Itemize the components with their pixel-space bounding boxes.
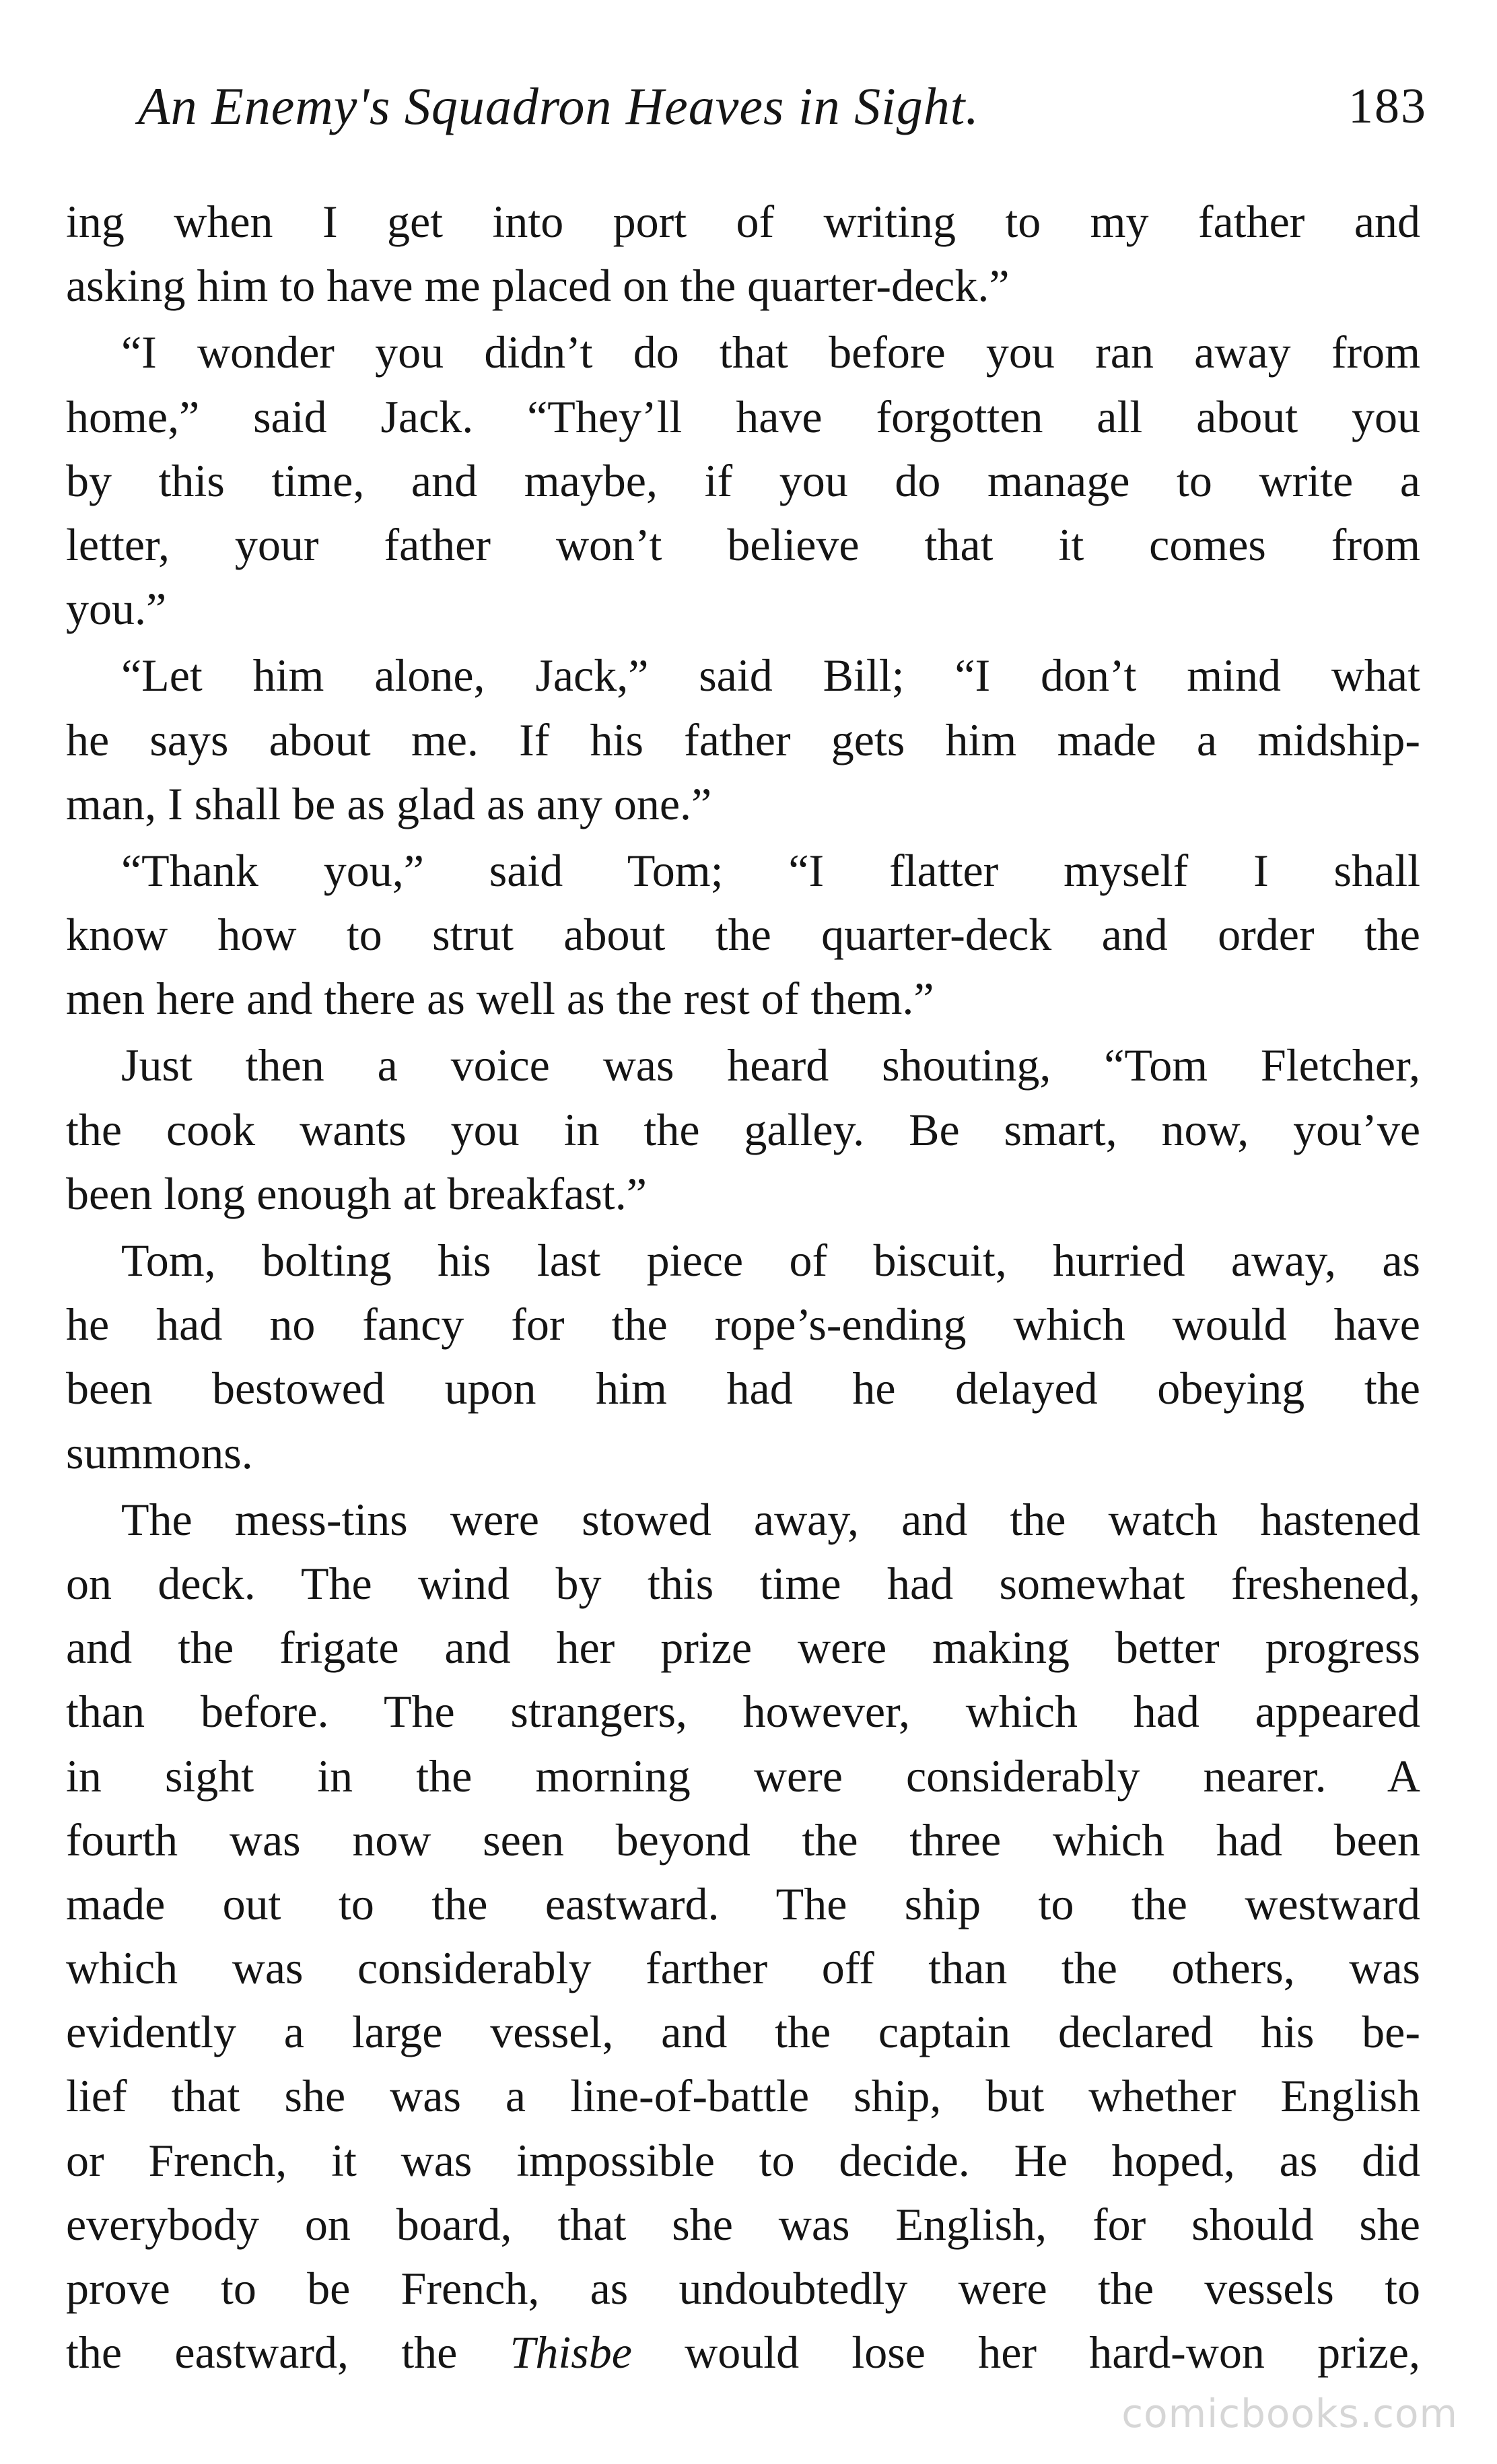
text-line: ing when I get into port of writing to my father and — [66, 196, 1420, 247]
running-title: An Enemy's Squadron Heaves in Sight. — [138, 77, 979, 135]
text-line: letter, your father won’t believe that it comes from — [66, 518, 1420, 570]
page-body — [66, 190, 1420, 2385]
text-line: been bestowed upon him had he delayed obeying the — [66, 1363, 1420, 1414]
watermark: comicbooks.com — [1121, 2391, 1458, 2436]
text-line: lief that she was a line-of-battle ship, but whether English — [66, 2070, 1420, 2122]
text-line: been long enough at breakfast.” — [66, 1167, 647, 1219]
text-line: “Let him alone, Jack,” said Bill; “I don’t mind what — [121, 650, 1420, 701]
text-line: and the frigate and her prize were making better progress — [66, 1622, 1420, 1674]
text-line: by this time, and maybe, if you do manage to write a — [66, 454, 1420, 506]
text-line: Just then a voice was heard shouting, “Tom Fletcher, — [121, 1039, 1420, 1091]
text-line: asking him to have me placed on the quarter-deck.” — [66, 260, 1010, 312]
text-line: everybody on board, that she was English, for should she — [66, 2198, 1420, 2250]
text-line: The mess-tins were stowed away, and the watch hastened — [121, 1493, 1420, 1545]
text-line: know how to strut about the quarter-deck and order the — [66, 909, 1420, 961]
text-line: he had no fancy for the rope’s-ending which would have — [66, 1299, 1420, 1350]
text-line: or French, it was impossible to decide. He hoped, as did — [66, 2134, 1420, 2186]
text-line: evidently a large vessel, and the captain declared his be- — [66, 2006, 1420, 2058]
text-line: summons. — [66, 1427, 253, 1478]
text-line: you.” — [66, 583, 167, 635]
running-header — [138, 73, 1427, 147]
text-line: men here and there as well as the rest of them.” — [66, 973, 934, 1025]
text-line: than before. The strangers, however, which had appeared — [66, 1686, 1420, 1738]
text-line: which was considerably farther off than the others, was — [66, 1942, 1420, 1994]
text-line: he says about me. If his father gets him made a midship- — [66, 714, 1420, 765]
text-segment: would lose her hard-won prize, — [631, 2327, 1420, 2379]
text-line: prove to be French, as undoubtedly were the vessels to — [66, 2263, 1420, 2314]
text-line: home,” said Jack. “They’ll have forgotten all about you — [66, 390, 1420, 442]
text-line: man, I shall be as glad as any one.” — [66, 778, 712, 829]
text-line: Tom, bolting his last piece of biscuit, hurried away, as — [121, 1235, 1420, 1286]
text-line: on deck. The wind by this time had somewhat freshened, — [66, 1557, 1420, 1609]
page-number: 183 — [1348, 79, 1427, 134]
text-line: made out to the eastward. The ship to the westward — [66, 1878, 1420, 1929]
text-line: the cook wants you in the galley. Be smart, now, you’ve — [66, 1103, 1420, 1155]
text-line: in sight in the morning were considerably nearer. A — [66, 1750, 1420, 1802]
text-line: fourth was now seen beyond the three which had been — [66, 1814, 1420, 1866]
text-line: “Thank you,” said Tom; “I flatter myself I shall — [121, 844, 1420, 896]
text-segment: the eastward, the — [66, 2327, 510, 2379]
text-line-final — [66, 2321, 1420, 2385]
text-line: “I wonder you didn’t do that before you ran away from — [121, 327, 1420, 378]
ship-name: Thisbe — [510, 2327, 632, 2379]
